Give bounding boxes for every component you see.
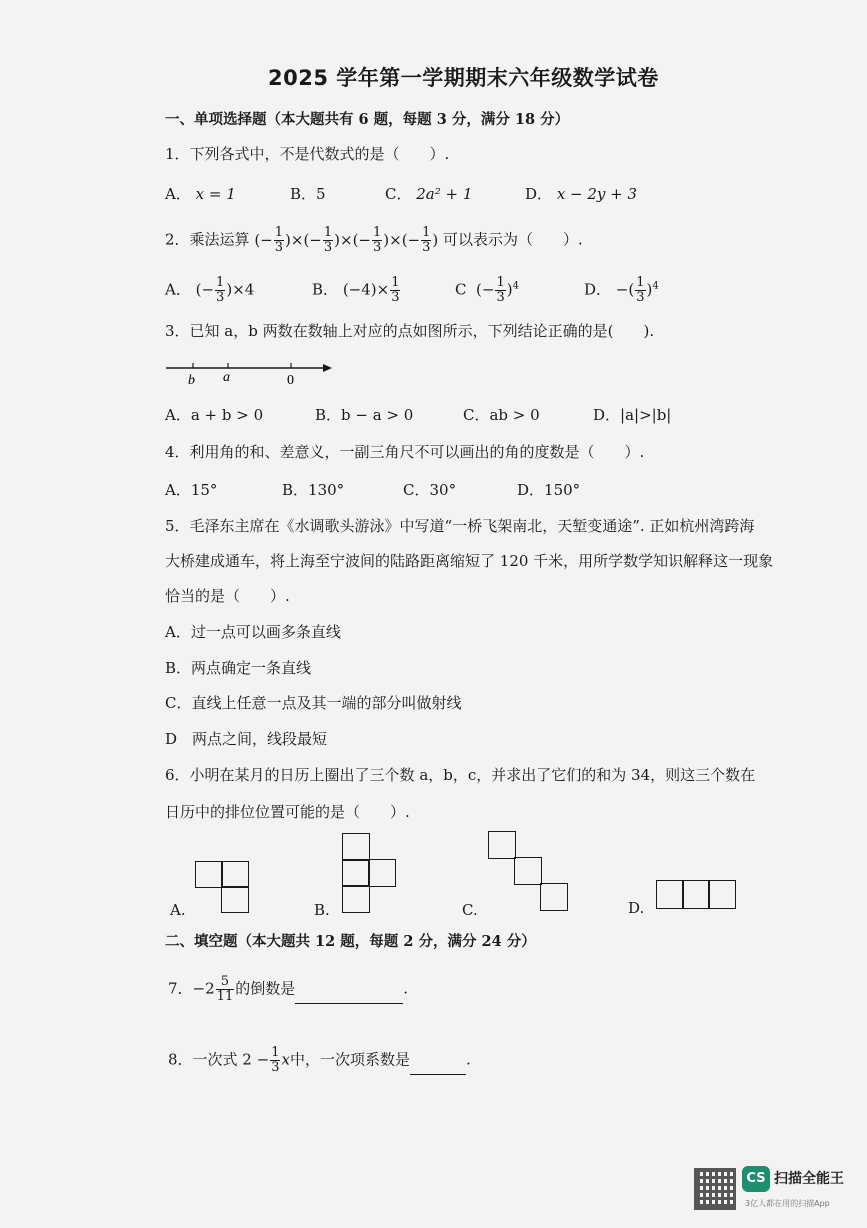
q6-option-b-label: B. [314,901,330,919]
label-b: b [188,373,195,388]
numerator: 1 [373,225,382,240]
calendar-cell [195,861,223,888]
q1-option-b: B．5 [290,185,326,203]
numerator: 1 [274,225,284,240]
q1-option-c-label: C． [385,185,412,203]
exponent: 4 [512,280,519,292]
exponent: 4 [652,280,659,292]
q6-option-a-label: A. [170,901,186,919]
denominator: 3 [271,1060,280,1075]
q7-text: 的倒数是 [235,979,296,998]
q2-option-b-expr: (−4)× [342,280,390,299]
question-5-line-2: 大桥建成通车，将上海至宁波间的陆路距离缩短了 120 千米，用所学数学知识解释这一现象 [165,552,774,570]
fraction [390,276,400,305]
calendar-cell [682,880,710,909]
number-line-figure [160,356,340,388]
calendar-cell [488,831,516,859]
fraction [495,276,505,305]
q2-option-c-label: C [455,280,467,299]
calendar-cell [514,857,542,885]
calendar-cell [221,861,249,888]
question-3-stem: 3．已知 a，b 两数在数轴上对应的点如图所示，下列结论正确的是( ). [165,322,655,340]
fraction [274,226,284,255]
q8-variable: x [281,1050,290,1069]
fraction [372,226,382,255]
q1-option-a-expr: x = 1 [195,185,236,203]
calendar-cell [342,885,370,913]
q6-option-c-label: C. [462,901,478,919]
q3-option-c: C．ab > 0 [463,406,540,424]
qr-code-icon [694,1168,736,1210]
calendar-cell [342,859,370,887]
q5-option-c: C．直线上任意一点及其一端的部分叫做射线 [165,694,462,712]
calendar-cell [221,886,249,913]
q1-option-c [385,183,472,204]
q5-option-b: B．两点确定一条直线 [165,659,312,677]
fraction [323,226,333,255]
q2-option-a-times: ×4 [232,280,255,299]
label-a: a [223,370,230,385]
q2-option-c: C (− $\frac{1}{3}$ )$^4$ [455,275,519,305]
denominator: 3 [216,290,225,305]
denominator: 3 [373,240,382,255]
section-1-heading: 一、单项选择题（本大题共有 6 题，每题 3 分，满分 18 分） [165,111,570,128]
section-2-heading: 二、填空题（本大题共 12 题，每题 2 分，满分 24 分） [165,933,536,950]
q4-option-b: B．130° [282,481,345,499]
calendar-cell [368,859,396,887]
q5-option-d: D 两点之间，线段最短 [165,730,328,748]
q2-stem-post: 可以表示为（ ）. [443,230,583,249]
q7-whole: −2 [192,979,215,998]
numerator: 1 [216,275,225,290]
denominator: 3 [422,240,431,255]
q1-option-d-label: D． [525,185,553,203]
fraction [216,975,235,1004]
question-1-stem: 1．下列各式中，不是代数式的是（ ）. [165,145,450,163]
numerator: 1 [271,1045,280,1060]
question-2-stem [165,226,583,255]
q8-stem-pre: 8．一次式 2 − [168,1050,270,1069]
question-4-stem: 4．利用角的和、差意义，一副三角尺不可以画出的角的度数是（ ）. [165,443,645,461]
q2-stem-pre: 2．乘法运算 [165,230,250,249]
q3-option-d: D．|a|>|b| [593,406,672,424]
q2-product: (− $\frac{1}{3}$ )×(− $\frac{1}{3}$ )×(− $\frac{1}{3}$ )×(− $\frac{1}{3}$ ) [254,225,439,255]
q8-text: 中，一次项系数是 [289,1050,410,1069]
q3-option-b: B．b − a > 0 [315,406,414,424]
q4-option-a: A．15° [165,481,218,499]
q8-answer-blank[interactable] [410,1060,466,1075]
numerator: 5 [216,975,235,990]
q2-option-b-label: B． [312,280,339,299]
q4-option-c: C．30° [403,481,457,499]
label-0: 0 [287,373,294,388]
denominator: 3 [274,240,284,255]
q1-option-c-expr: 2a² + 1 [416,185,473,203]
q1-option-d-expr: x − 2y + 3 [556,185,638,203]
numerator: 1 [391,275,400,290]
fraction [215,276,225,305]
q2-option-a: A． (− $\frac{1}{3}$ )×4 [165,275,255,305]
question-5-line-1: 5．毛泽东主席在《水调歌头游泳》中写道“一桥飞架南北，天堑变通途”. 正如杭州湾跨海 [165,517,755,535]
footer-subtitle: 3亿人都在用的扫描App [745,1199,830,1208]
numerator: 1 [496,275,505,290]
q2-option-d-label: D． [584,280,612,299]
fraction [635,276,645,305]
numerator: 1 [323,225,333,240]
question-7 [168,975,408,1004]
q1-option-d [525,183,637,204]
q8-end: . [465,1050,471,1069]
fraction [270,1046,280,1075]
page-title: 2025 学年第一学期期末六年级数学试卷 [268,66,659,90]
q7-end: . [403,979,409,998]
denominator: 3 [496,290,505,305]
calendar-cell [656,880,684,909]
question-8 [168,1046,471,1075]
q6-option-d-label: D. [628,899,645,917]
calendar-cell [708,880,736,909]
denominator: 3 [323,240,333,255]
q3-option-a: A．a + b > 0 [165,406,264,424]
denominator: 11 [216,989,234,1004]
q1-option-a [165,183,236,204]
q2-option-a-label: A． [165,280,191,299]
question-6-line-2: 日历中的排位位置可能的是（ ）. [165,803,410,821]
q1-option-a-label: A． [165,185,191,203]
question-5-line-3: 恰当的是（ ）. [165,587,290,605]
arrow-icon [323,364,332,372]
q2-option-d: D． −( $\frac{1}{3}$ )$^4$ [584,275,659,305]
q7-answer-blank[interactable] [295,989,403,1004]
camscanner-logo: CS [742,1166,770,1192]
q4-option-d: D．150° [517,481,581,499]
q5-option-a: A．过一点可以画多条直线 [165,623,341,641]
q7-number: 7． [168,979,193,998]
denominator: 3 [391,290,400,305]
q2-option-b [312,276,401,305]
calendar-cell [540,883,568,911]
numerator: 1 [422,225,431,240]
denominator: 3 [636,290,645,305]
fraction [421,226,431,255]
question-6-line-1: 6．小明在某月的日历上圈出了三个数 a，b，c，并求出了它们的和为 34，则这三个数在 [165,766,756,784]
footer-brand: 扫描全能王 [774,1171,844,1187]
calendar-cell [342,833,370,861]
numerator: 1 [636,275,645,290]
